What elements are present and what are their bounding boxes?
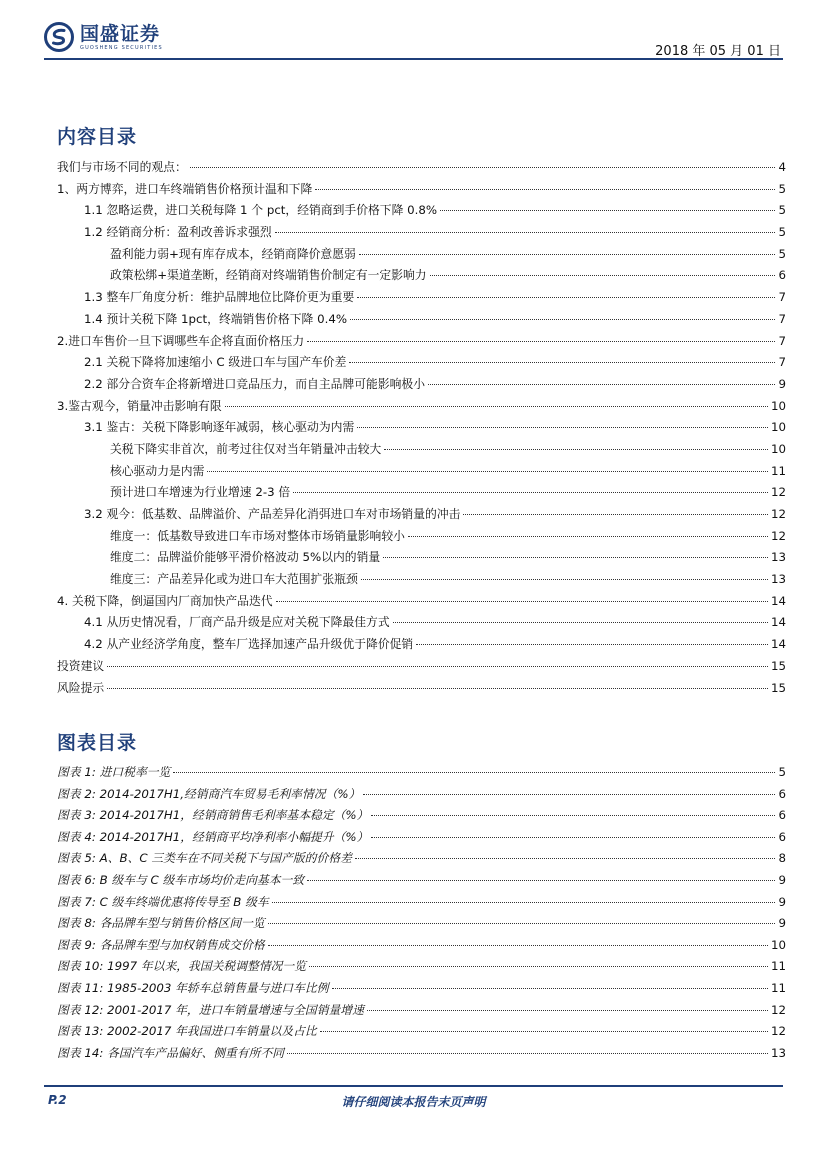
toc-entry-page: 5: [778, 225, 786, 240]
dot-leader: [287, 1053, 768, 1054]
figure-entry-text: 图表 9: 各品牌车型与加权销售成交价格: [57, 937, 265, 952]
toc-entry-text: 2.1 关税下降将加速缩小 C 级进口车与国产车价差: [84, 355, 347, 370]
toc-entry[interactable]: [57, 245, 786, 267]
figure-entry-text: 图表 10: 1997 年以来，我国关税调整情况一览: [57, 959, 307, 974]
figures-list: [57, 763, 786, 1065]
toc-entry-page: 12: [770, 528, 786, 543]
header-divider: [44, 58, 783, 60]
toc-entry-page: 10: [770, 398, 786, 413]
figure-entry-page: 10: [770, 937, 786, 952]
toc-entry-page: 10: [770, 441, 786, 456]
toc-entry-page: 14: [770, 637, 786, 652]
figure-entry[interactable]: [57, 893, 786, 915]
toc-entry[interactable]: [57, 440, 786, 462]
toc-entry[interactable]: [57, 158, 786, 180]
figures-title: 图表目录: [57, 732, 138, 754]
dot-leader: [307, 880, 775, 881]
dot-leader: [357, 427, 768, 428]
toc-entry[interactable]: [57, 418, 786, 440]
toc-entry-page: 11: [770, 463, 786, 478]
toc-entry[interactable]: [57, 180, 786, 202]
toc-entry[interactable]: [57, 679, 786, 701]
toc-entry-text: 1.3 整车厂角度分析：维护品牌地位比降价更为重要: [84, 290, 355, 305]
toc-entry-page: 7: [778, 311, 786, 326]
figure-entry-text: 图表 11: 1985-2003 年轿车总销售量与进口车比例: [57, 980, 329, 995]
dot-leader: [355, 858, 776, 859]
footer-disclaimer: 请仔细阅读本报告末页声明: [341, 1095, 486, 1109]
toc-entry[interactable]: [57, 266, 786, 288]
toc-entry[interactable]: [57, 310, 786, 332]
toc-entry[interactable]: [57, 570, 786, 592]
figure-entry-page: 6: [778, 786, 786, 801]
toc-entry-text: 关税下降实非首次，前考过往仅对当年销量冲击较大: [110, 441, 382, 456]
dot-leader: [367, 1010, 768, 1011]
toc-entry-page: 12: [770, 507, 786, 521]
company-name-en: GUOSHENG SECURITIES: [80, 44, 163, 51]
toc-title: 内容目录: [57, 126, 138, 148]
figure-entry-text: 图表 4: 2014-2017H1，经销商平均净利率小幅提升（%）: [57, 829, 369, 844]
toc-entry-text: 3.2 观今：低基数、品牌溢价、产品差异化消弭进口车对市场销量的冲击: [84, 507, 461, 521]
figure-entry-page: 11: [770, 959, 786, 974]
dot-leader: [320, 1031, 768, 1032]
dot-leader: [207, 471, 768, 472]
dot-leader: [440, 210, 775, 211]
toc-entry-text: 3.鉴古观今，销量冲击影响有限: [57, 398, 222, 413]
toc-entry[interactable]: [57, 548, 786, 570]
toc-entry[interactable]: [57, 505, 786, 527]
dot-leader: [428, 384, 775, 385]
dot-leader: [315, 189, 775, 190]
toc-entry-text: 2.2 部分合资车企将新增进口竞品压力，而自主品牌可能影响极小: [84, 376, 426, 391]
dot-leader: [361, 579, 768, 580]
figure-entry[interactable]: [57, 806, 786, 828]
figure-entry[interactable]: [57, 871, 786, 893]
toc-entry[interactable]: [57, 375, 786, 397]
figure-entry-page: 13: [770, 1045, 786, 1060]
dot-leader: [416, 644, 768, 645]
figure-entry-page: 5: [778, 765, 786, 779]
toc-list: [57, 158, 786, 700]
dot-leader: [275, 232, 776, 233]
toc-entry-text: 投资建议: [57, 658, 105, 673]
dot-leader: [268, 945, 768, 946]
toc-entry-text: 政策松绑+渠道垄断，经销商对终端销售价制定有一定影响力: [110, 268, 427, 283]
figure-entry-text: 图表 1: 进口税率一览: [57, 765, 171, 779]
dot-leader: [430, 275, 776, 276]
figure-entry-text: 图表 13: 2002-2017 年我国进口车销量以及占比: [57, 1024, 317, 1039]
toc-entry[interactable]: [57, 332, 786, 354]
figure-entry[interactable]: [57, 1044, 786, 1066]
toc-entry-page: 15: [770, 680, 786, 695]
toc-entry-page: 4: [778, 160, 786, 174]
figure-entry-page: 11: [770, 980, 786, 995]
toc-entry-page: 12: [770, 485, 786, 500]
toc-entry-page: 13: [770, 550, 786, 565]
toc-entry-text: 1.1 忽略运费，进口关税每降 1 个 pct，经销商到手价格下降 0.8%: [84, 203, 438, 218]
figure-entry-text: 图表 8: 各品牌车型与销售价格区间一览: [57, 916, 265, 931]
figure-entry[interactable]: [57, 785, 786, 807]
dot-leader: [363, 794, 775, 795]
figure-entry[interactable]: [57, 849, 786, 871]
figure-entry-page: 9: [778, 916, 786, 931]
figure-entry[interactable]: [57, 914, 786, 936]
toc-entry-page: 13: [770, 572, 786, 587]
dot-leader: [173, 772, 775, 773]
figure-entry[interactable]: [57, 957, 786, 979]
toc-entry-text: 1、两方博弈，进口车终端销售价格预计温和下降: [57, 181, 313, 196]
dot-leader: [107, 688, 768, 689]
figure-entry[interactable]: [57, 979, 786, 1001]
dot-leader: [463, 514, 768, 515]
figure-entry-text: 图表 6: B 级车与 C 级车市场均价走向基本一致: [57, 872, 305, 887]
toc-entry-text: 盈利能力弱+现有库存成本，经销商降价意愿弱: [110, 246, 356, 261]
figure-entry[interactable]: [57, 763, 786, 785]
dot-leader: [190, 167, 776, 168]
dot-leader: [309, 966, 768, 967]
figure-entry-page: 12: [770, 1024, 786, 1039]
figure-entry-text: 图表 5: A、B、C 三类车在不同关税下与国产版的价格差: [57, 851, 352, 866]
figure-entry-page: 9: [778, 872, 786, 887]
figure-entry-text: 图表 14: 各国汽车产品偏好、侧重有所不同: [57, 1045, 285, 1060]
toc-entry-text: 核心驱动力是内需: [110, 463, 205, 478]
dot-leader: [293, 492, 768, 493]
toc-entry[interactable]: [57, 657, 786, 679]
toc-entry-page: 5: [778, 246, 786, 261]
dot-leader: [225, 406, 768, 407]
dot-leader: [332, 988, 768, 989]
figure-entry-page: 8: [778, 851, 786, 866]
dot-leader: [371, 815, 775, 816]
dot-leader: [384, 449, 768, 450]
toc-entry[interactable]: [57, 353, 786, 375]
toc-entry[interactable]: [57, 635, 786, 657]
toc-entry[interactable]: [57, 462, 786, 484]
toc-entry[interactable]: [57, 288, 786, 310]
toc-entry-text: 3.1 鉴古：关税下降影响逐年减弱，核心驱动为内需: [84, 420, 355, 435]
footer-divider: [44, 1085, 783, 1087]
report-date: 2018 年 05 月 01 日: [655, 44, 781, 59]
dot-leader: [383, 557, 768, 558]
toc-entry-page: 6: [778, 268, 786, 283]
figure-entry-page: 6: [778, 829, 786, 844]
toc-entry-page: 7: [778, 290, 786, 305]
dot-leader: [408, 536, 768, 537]
toc-entry-text: 2.进口车售价一旦下调哪些车企将直面价格压力: [57, 333, 305, 348]
dot-leader: [371, 837, 775, 838]
figure-entry[interactable]: [57, 1001, 786, 1023]
toc-entry-page: 14: [770, 593, 786, 608]
figure-entry-text: 图表 12: 2001-2017 年，进口车销量增速与全国销量增速: [57, 1002, 364, 1017]
toc-entry[interactable]: [57, 613, 786, 635]
toc-entry-text: 4.1 从历史情况看，厂商产品升级是应对关税下降最佳方式: [84, 615, 390, 630]
dot-leader: [359, 254, 776, 255]
company-logo: [44, 22, 163, 52]
page-number: P.2: [48, 1093, 67, 1107]
toc-entry-page: 9: [778, 376, 786, 391]
dot-leader: [357, 297, 775, 298]
figure-entry-page: 9: [778, 894, 786, 909]
page-header: [0, 0, 827, 62]
dot-leader: [276, 601, 768, 602]
toc-entry[interactable]: [57, 592, 786, 614]
figure-entry-text: 图表 7: C 级车终端优惠将传导至 B 级车: [57, 894, 269, 909]
toc-entry[interactable]: [57, 397, 786, 419]
toc-entry-text: 预计进口车增速为行业增速 2-3 倍: [110, 485, 291, 500]
toc-entry-page: 5: [778, 181, 786, 196]
toc-entry-text: 维度二：品牌溢价能够平滑价格波动 5%以内的销量: [110, 550, 381, 565]
figure-entry-page: 12: [770, 1002, 786, 1017]
figure-entry[interactable]: [57, 828, 786, 850]
figure-entry[interactable]: [57, 1022, 786, 1044]
figure-entry-text: 图表 3: 2014-2017H1，经销商销售毛利率基本稳定（%）: [57, 808, 369, 823]
toc-entry-page: 14: [770, 615, 786, 630]
toc-entry-page: 5: [778, 203, 786, 218]
dot-leader: [268, 923, 776, 924]
toc-entry[interactable]: [57, 527, 786, 549]
toc-entry-text: 风险提示: [57, 680, 105, 695]
toc-entry-page: 10: [770, 420, 786, 435]
toc-entry-text: 4. 关税下降，倒逼国内厂商加快产品迭代: [57, 593, 273, 608]
toc-entry-text: 1.4 预计关税下降 1pct，终端销售价格下降 0.4%: [84, 311, 348, 326]
toc-entry[interactable]: [57, 201, 786, 223]
figure-entry-page: 6: [778, 808, 786, 823]
toc-entry-text: 4.2 从产业经济学角度，整车厂选择加速产品升级优于降价促销: [84, 637, 414, 652]
dot-leader: [350, 319, 775, 320]
dot-leader: [307, 341, 775, 342]
dot-leader: [349, 362, 775, 363]
toc-entry-page: 15: [770, 658, 786, 673]
guosheng-logo-icon: [44, 22, 74, 52]
figure-entry-text: 图表 2: 2014-2017H1,经销商汽车贸易毛利率情况（%）: [57, 786, 361, 801]
toc-entry[interactable]: [57, 483, 786, 505]
toc-entry-page: 7: [778, 355, 786, 370]
toc-entry-text: 我们与市场不同的观点：: [57, 160, 187, 174]
dot-leader: [393, 622, 768, 623]
dot-leader: [107, 666, 768, 667]
toc-entry-text: 维度三：产品差异化或为进口车大范围扩张瓶颈: [110, 572, 358, 587]
toc-entry-text: 维度一：低基数导致进口车市场对整体市场销量影响较小: [110, 528, 405, 543]
toc-entry[interactable]: [57, 223, 786, 245]
company-name: 国盛证券: [80, 22, 161, 45]
toc-entry-page: 7: [778, 333, 786, 348]
figure-entry[interactable]: [57, 936, 786, 958]
toc-entry-text: 1.2 经销商分析：盈利改善诉求强烈: [84, 225, 272, 240]
dot-leader: [272, 902, 776, 903]
